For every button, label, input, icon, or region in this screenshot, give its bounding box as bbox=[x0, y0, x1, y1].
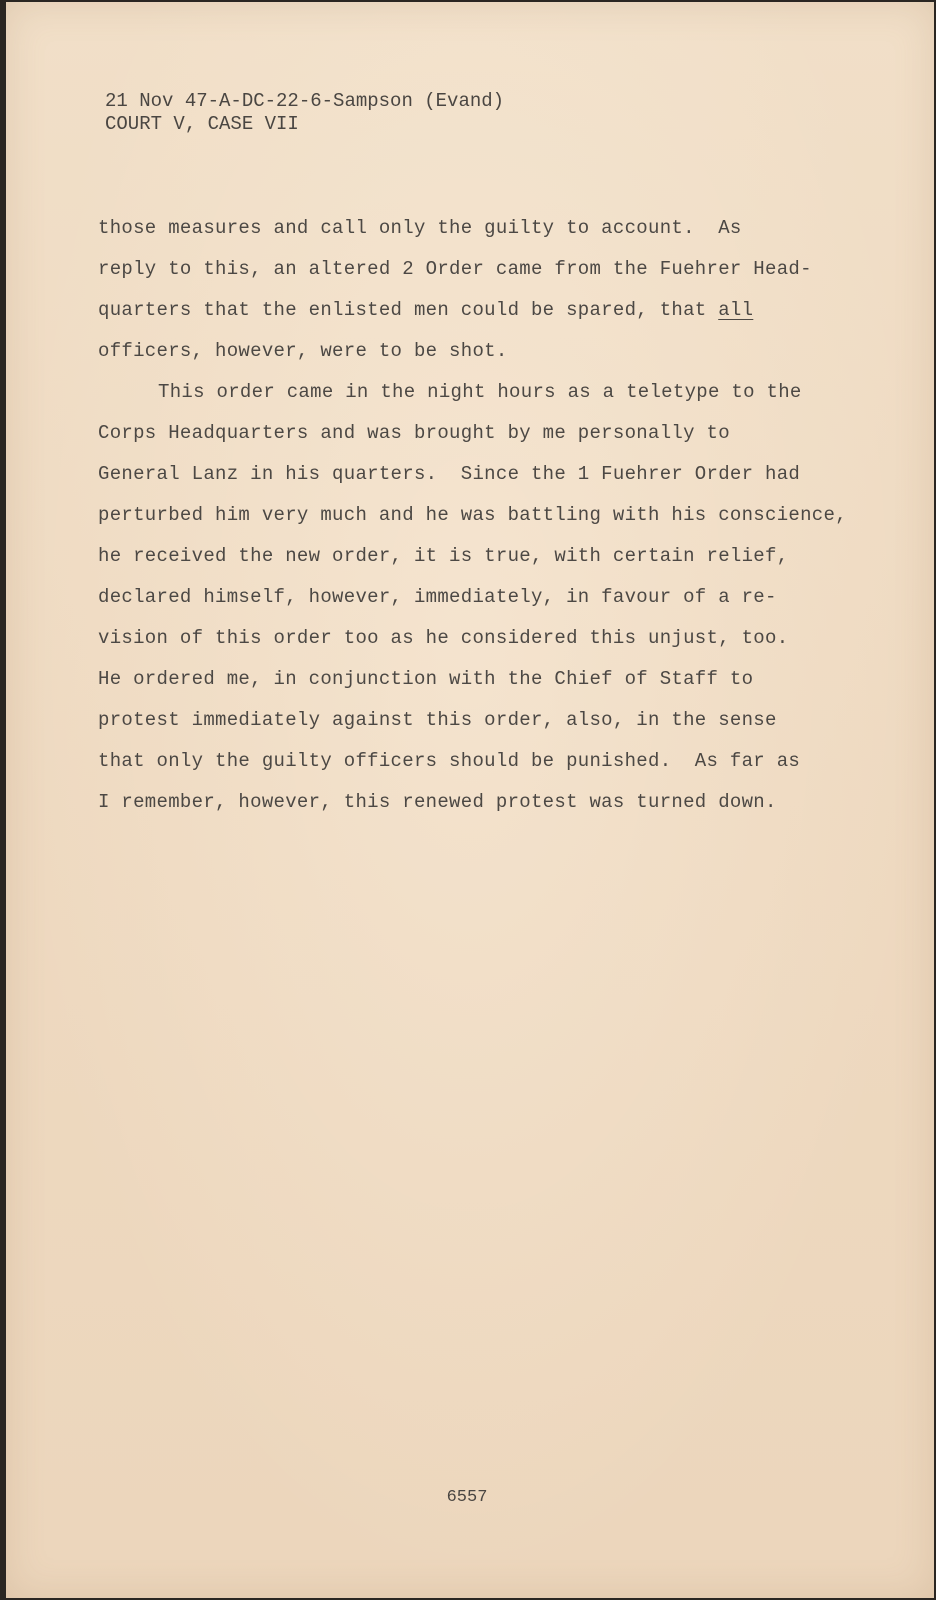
body-line: He ordered me, in conjunction with the Chief of Staff to bbox=[98, 668, 754, 690]
document-page bbox=[6, 2, 934, 1598]
header-court-line: COURT V, CASE VII bbox=[105, 113, 299, 135]
body-line: perturbed him very much and he was battling with his conscience, bbox=[98, 504, 847, 526]
body-line-paragraph-start: This order came in the night hours as a teletype to the bbox=[158, 381, 802, 403]
header-reference-line: 21 Nov 47-A-DC-22-6-Sampson (Evand) bbox=[105, 90, 505, 112]
body-line: I remember, however, this renewed protest was turned down. bbox=[98, 791, 777, 813]
body-line: he received the new order, it is true, with certain relief, bbox=[98, 545, 789, 567]
body-line: those measures and call only the guilty to account. As bbox=[98, 217, 742, 239]
document-body bbox=[98, 208, 847, 823]
body-line: reply to this, an altered 2 Order came from the Fuehrer Head- bbox=[98, 258, 812, 280]
body-line bbox=[98, 290, 847, 331]
page-number bbox=[6, 1488, 934, 1507]
body-line-text: quarters that the enlisted men could be spared, that bbox=[98, 299, 719, 321]
underlined-word: all bbox=[718, 299, 754, 321]
body-line: declared himself, however, immediately, in favour of a re- bbox=[98, 586, 777, 608]
body-line: that only the guilty officers should be punished. As far as bbox=[98, 750, 801, 772]
body-line: officers, however, were to be shot. bbox=[98, 340, 508, 362]
body-line: vision of this order too as he considered this unjust, too. bbox=[98, 627, 789, 649]
body-line: General Lanz in his quarters. Since the 1 Fuehrer Order had bbox=[98, 463, 801, 485]
body-line: protest immediately against this order, also, in the sense bbox=[98, 709, 777, 731]
body-line: Corps Headquarters and was brought by me personally to bbox=[98, 422, 730, 444]
document-header bbox=[105, 90, 504, 136]
page-number-text: 6557 bbox=[446, 1488, 488, 1507]
